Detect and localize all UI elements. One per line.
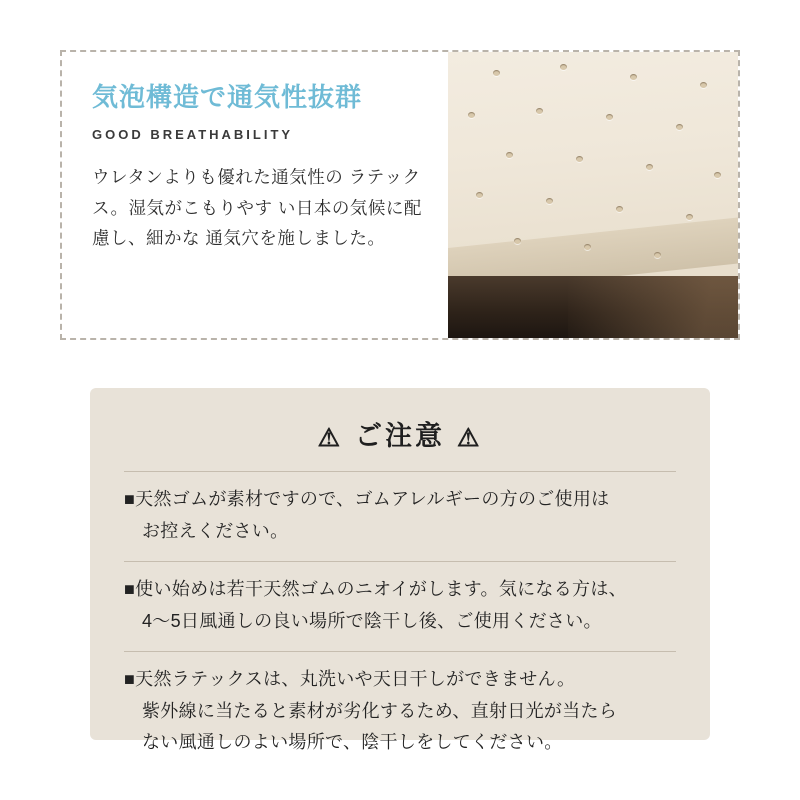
ventilation-hole [546, 198, 553, 204]
ventilation-hole [506, 152, 513, 158]
caution-list-item [124, 471, 676, 561]
caution-line: 4〜5日風通しの良い場所で陰干し後、ご使用ください。 [142, 610, 602, 631]
caution-line: ない風通しのよい場所で、陰干しをしてください。 [142, 732, 563, 752]
feature-body [92, 162, 432, 254]
ventilation-hole [686, 214, 693, 220]
ventilation-hole [654, 252, 661, 258]
feature-body-line: ラテックス。湿気がこもりやす [92, 167, 421, 218]
ventilation-hole [606, 114, 613, 120]
ventilation-hole [493, 70, 500, 76]
caution-title-text: ご注意 [355, 421, 445, 451]
caution-list-item [124, 651, 676, 773]
caution-line: ■使い始めは若干天然ゴムのニオイがします。気になる方は、 [124, 579, 627, 599]
ventilation-hole [514, 238, 521, 244]
ventilation-hole [646, 164, 653, 170]
caution-list [124, 471, 676, 773]
latex-foam-photo [448, 52, 738, 338]
ventilation-hole [468, 112, 475, 118]
feature-text-block [92, 82, 432, 254]
caution-title [90, 388, 710, 453]
ventilation-hole [584, 244, 591, 250]
floor-highlight [568, 276, 738, 338]
warning-icon: ⚠ [457, 424, 483, 452]
ventilation-hole [616, 206, 623, 212]
ventilation-hole [630, 74, 637, 80]
feature-body-line: ウレタンよりも優れた通気性の [92, 167, 344, 188]
feature-subtitle: GOOD BREATHABILITY [92, 127, 294, 143]
caution-line: ■天然ラテックスは、丸洗いや天日干しができません。 [124, 669, 576, 689]
breathability-feature-panel [60, 50, 740, 340]
feature-body-line: 通気穴を施しました。 [205, 228, 386, 249]
ventilation-hole [700, 82, 707, 88]
ventilation-hole [560, 64, 567, 70]
ventilation-hole [676, 124, 683, 130]
ventilation-hole [714, 172, 721, 178]
warning-icon: ⚠ [317, 424, 343, 452]
feature-title: 気泡構造で通気性抜群 [92, 82, 363, 112]
caution-line: ■天然ゴムが素材ですので、ゴムアレルギーの方のご使用は [124, 489, 610, 509]
feature-body-line: い日本の気候に配慮し、細かな [92, 197, 422, 249]
ventilation-hole [536, 108, 543, 114]
caution-line: お控えください。 [142, 520, 289, 541]
caution-line: 紫外線に当たると素材が劣化するため、直射日光が当たら [142, 700, 618, 721]
caution-list-item [124, 561, 676, 651]
ventilation-hole [476, 192, 483, 198]
ventilation-hole [576, 156, 583, 162]
caution-box [90, 388, 710, 752]
